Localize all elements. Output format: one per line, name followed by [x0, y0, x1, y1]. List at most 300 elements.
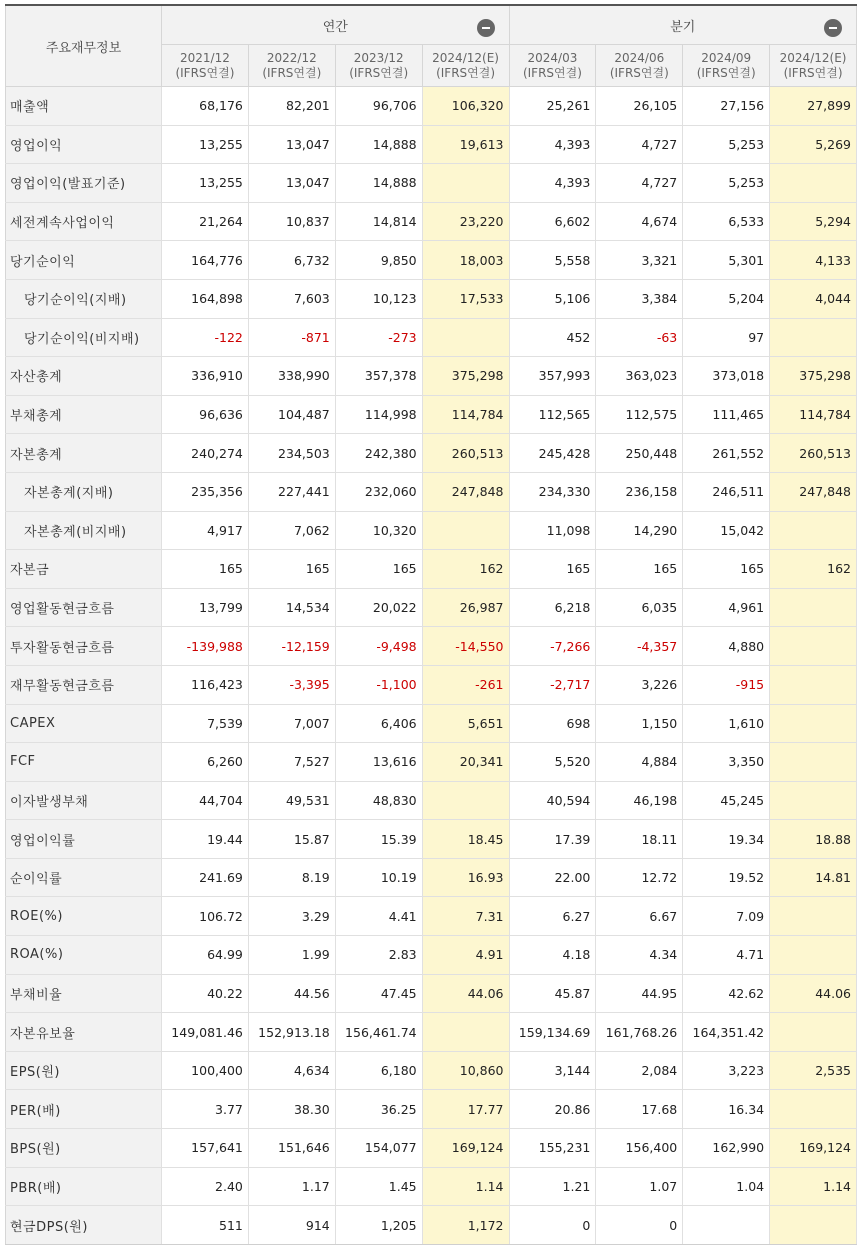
value-cell: 10,837 — [248, 202, 335, 241]
value-cell: 151,646 — [248, 1129, 335, 1168]
value-cell: 17.77 — [422, 1090, 509, 1129]
value-cell: 42.62 — [683, 974, 770, 1013]
value-cell: 5,651 — [422, 704, 509, 743]
value-cell — [770, 704, 857, 743]
value-cell: 14.81 — [770, 858, 857, 897]
value-cell: 4,634 — [248, 1051, 335, 1090]
period-type: (IFRS연결) — [349, 65, 409, 80]
value-cell: -7,266 — [509, 627, 596, 666]
value-cell: 4.34 — [596, 936, 683, 975]
value-cell: 15,042 — [683, 511, 770, 550]
value-cell: 373,018 — [683, 357, 770, 396]
value-cell: 247,848 — [422, 472, 509, 511]
value-cell: 235,356 — [162, 472, 249, 511]
value-cell: 1,205 — [335, 1206, 422, 1245]
value-cell: -915 — [683, 665, 770, 704]
value-cell: 13,616 — [335, 743, 422, 782]
value-cell: 165 — [509, 550, 596, 589]
value-cell: 4.41 — [335, 897, 422, 936]
value-cell: 64.99 — [162, 936, 249, 975]
value-cell: 47.45 — [335, 974, 422, 1013]
value-cell: -12,159 — [248, 627, 335, 666]
period-header — [422, 45, 509, 87]
row-label: FCF — [6, 743, 162, 782]
value-cell: 245,428 — [509, 434, 596, 473]
value-cell: 7,539 — [162, 704, 249, 743]
value-cell: 156,461.74 — [335, 1013, 422, 1052]
row-label: ROA(%) — [6, 936, 162, 975]
table-row — [6, 279, 857, 318]
value-cell: 157,641 — [162, 1129, 249, 1168]
row-label: 순이익률 — [6, 858, 162, 897]
value-cell: 4,393 — [509, 164, 596, 203]
value-cell: 6,533 — [683, 202, 770, 241]
value-cell: 6,035 — [596, 588, 683, 627]
collapse-quarter-icon[interactable] — [824, 19, 842, 37]
value-cell: 114,998 — [335, 395, 422, 434]
value-cell: 5,558 — [509, 241, 596, 280]
value-cell: 4,727 — [596, 125, 683, 164]
value-cell: 13,047 — [248, 125, 335, 164]
table-row — [6, 550, 857, 589]
table-row — [6, 665, 857, 704]
value-cell: -63 — [596, 318, 683, 357]
value-cell: 23,220 — [422, 202, 509, 241]
value-cell: 162,990 — [683, 1129, 770, 1168]
value-cell: 25,261 — [509, 87, 596, 126]
value-cell — [770, 781, 857, 820]
value-cell — [422, 511, 509, 550]
value-cell: 45,245 — [683, 781, 770, 820]
table-row — [6, 588, 857, 627]
value-cell: 165 — [248, 550, 335, 589]
value-cell: 236,158 — [596, 472, 683, 511]
value-cell — [770, 588, 857, 627]
value-cell: 0 — [596, 1206, 683, 1245]
row-label: 자본총계(지배) — [6, 472, 162, 511]
period-date: 2024/12(E) — [432, 50, 499, 65]
value-cell: 336,910 — [162, 357, 249, 396]
value-cell: 10,123 — [335, 279, 422, 318]
value-cell: 100,400 — [162, 1051, 249, 1090]
quarter-group-header — [509, 5, 857, 45]
value-cell: 154,077 — [335, 1129, 422, 1168]
value-cell: 232,060 — [335, 472, 422, 511]
value-cell: 44.06 — [770, 974, 857, 1013]
quarter-label: 분기 — [670, 20, 696, 35]
value-cell — [770, 164, 857, 203]
value-cell: 165 — [596, 550, 683, 589]
value-cell: 16.34 — [683, 1090, 770, 1129]
value-cell — [770, 665, 857, 704]
value-cell: 164,776 — [162, 241, 249, 280]
value-cell: 149,081.46 — [162, 1013, 249, 1052]
value-cell: 4,961 — [683, 588, 770, 627]
value-cell: 22.00 — [509, 858, 596, 897]
table-row — [6, 858, 857, 897]
row-label: 자본총계 — [6, 434, 162, 473]
value-cell: 44.06 — [422, 974, 509, 1013]
value-cell: 112,575 — [596, 395, 683, 434]
value-cell: 68,176 — [162, 87, 249, 126]
value-cell: 7,062 — [248, 511, 335, 550]
period-header — [596, 45, 683, 87]
table-row — [6, 704, 857, 743]
value-cell: 3.77 — [162, 1090, 249, 1129]
value-cell: 511 — [162, 1206, 249, 1245]
value-cell: 1.17 — [248, 1167, 335, 1206]
value-cell: 2,084 — [596, 1051, 683, 1090]
value-cell: -4,357 — [596, 627, 683, 666]
value-cell — [770, 743, 857, 782]
value-cell: 1.04 — [683, 1167, 770, 1206]
period-type: (IFRS연결) — [783, 65, 843, 80]
value-cell: 7,603 — [248, 279, 335, 318]
value-cell: 96,706 — [335, 87, 422, 126]
value-cell: 6.27 — [509, 897, 596, 936]
value-cell: 13,255 — [162, 164, 249, 203]
value-cell: 13,255 — [162, 125, 249, 164]
value-cell: 27,156 — [683, 87, 770, 126]
row-label: 이자발생부채 — [6, 781, 162, 820]
value-cell: 17.68 — [596, 1090, 683, 1129]
value-cell: 156,400 — [596, 1129, 683, 1168]
table-row — [6, 202, 857, 241]
value-cell: 8.19 — [248, 858, 335, 897]
table-row — [6, 125, 857, 164]
value-cell: 5,301 — [683, 241, 770, 280]
value-cell: 7.09 — [683, 897, 770, 936]
value-cell: 14,534 — [248, 588, 335, 627]
value-cell: 15.39 — [335, 820, 422, 859]
period-header — [770, 45, 857, 87]
value-cell: 4,133 — [770, 241, 857, 280]
value-cell: 165 — [335, 550, 422, 589]
value-cell: 3.29 — [248, 897, 335, 936]
table-row — [6, 627, 857, 666]
value-cell: 240,274 — [162, 434, 249, 473]
value-cell: 1.14 — [422, 1167, 509, 1206]
row-label: 당기순이익(지배) — [6, 279, 162, 318]
value-cell: 20,022 — [335, 588, 422, 627]
value-cell — [770, 1013, 857, 1052]
row-label: 영업활동현금흐름 — [6, 588, 162, 627]
value-cell: -139,988 — [162, 627, 249, 666]
value-cell: 1.14 — [770, 1167, 857, 1206]
value-cell: 3,350 — [683, 743, 770, 782]
table-row — [6, 897, 857, 936]
value-cell: 1.45 — [335, 1167, 422, 1206]
table-row — [6, 241, 857, 280]
value-cell: 6,218 — [509, 588, 596, 627]
row-label: 영업이익 — [6, 125, 162, 164]
value-cell: 13,799 — [162, 588, 249, 627]
row-label: CAPEX — [6, 704, 162, 743]
table-row — [6, 1013, 857, 1052]
value-cell: 5,253 — [683, 164, 770, 203]
period-date: 2024/12(E) — [779, 50, 847, 65]
value-cell: 40,594 — [509, 781, 596, 820]
value-cell: 112,565 — [509, 395, 596, 434]
value-cell: 6,260 — [162, 743, 249, 782]
annual-group-header — [162, 5, 510, 45]
period-date: 2023/12 — [353, 50, 404, 65]
value-cell: 45.87 — [509, 974, 596, 1013]
value-cell — [422, 781, 509, 820]
value-cell: 14,814 — [335, 202, 422, 241]
value-cell: 161,768.26 — [596, 1013, 683, 1052]
value-cell: 242,380 — [335, 434, 422, 473]
value-cell: 2.83 — [335, 936, 422, 975]
value-cell: 48,830 — [335, 781, 422, 820]
value-cell: 11,098 — [509, 511, 596, 550]
value-cell: 21,264 — [162, 202, 249, 241]
value-cell: 1,150 — [596, 704, 683, 743]
value-cell: 169,124 — [422, 1129, 509, 1168]
value-cell: 10,860 — [422, 1051, 509, 1090]
row-label: 자산총계 — [6, 357, 162, 396]
value-cell: 162 — [770, 550, 857, 589]
table-row — [6, 820, 857, 859]
row-label: 현금DPS(원) — [6, 1206, 162, 1245]
value-cell: 159,134.69 — [509, 1013, 596, 1052]
value-cell: 164,351.42 — [683, 1013, 770, 1052]
period-date: 2022/12 — [266, 50, 317, 65]
row-label: PBR(배) — [6, 1167, 162, 1206]
value-cell: 1.99 — [248, 936, 335, 975]
value-cell: -14,550 — [422, 627, 509, 666]
value-cell: 40.22 — [162, 974, 249, 1013]
value-cell — [770, 627, 857, 666]
period-date: 2024/03 — [527, 50, 578, 65]
value-cell: 49,531 — [248, 781, 335, 820]
table-row — [6, 434, 857, 473]
value-cell: 19.52 — [683, 858, 770, 897]
value-cell: 4,674 — [596, 202, 683, 241]
value-cell — [422, 318, 509, 357]
value-cell: 14,888 — [335, 125, 422, 164]
annual-label: 연간 — [322, 20, 348, 35]
value-cell: 375,298 — [770, 357, 857, 396]
period-type: (IFRS연결) — [175, 65, 235, 80]
value-cell: 155,231 — [509, 1129, 596, 1168]
value-cell: -871 — [248, 318, 335, 357]
period-date: 2024/09 — [701, 50, 752, 65]
value-cell: 357,378 — [335, 357, 422, 396]
value-cell: 5,294 — [770, 202, 857, 241]
value-cell: 5,269 — [770, 125, 857, 164]
value-cell: 246,511 — [683, 472, 770, 511]
value-cell: 19.44 — [162, 820, 249, 859]
value-cell: 241.69 — [162, 858, 249, 897]
row-label: 부채총계 — [6, 395, 162, 434]
value-cell: 162 — [422, 550, 509, 589]
value-cell: 234,503 — [248, 434, 335, 473]
table-row — [6, 164, 857, 203]
row-label: 부채비율 — [6, 974, 162, 1013]
value-cell: 6,180 — [335, 1051, 422, 1090]
value-cell: 20,341 — [422, 743, 509, 782]
value-cell: 114,784 — [422, 395, 509, 434]
value-cell: 1,172 — [422, 1206, 509, 1245]
table-row — [6, 1167, 857, 1206]
value-cell: 6.67 — [596, 897, 683, 936]
table-row — [6, 1129, 857, 1168]
row-label: 자본총계(비지배) — [6, 511, 162, 550]
row-label: 자본유보율 — [6, 1013, 162, 1052]
value-cell — [770, 511, 857, 550]
row-label: EPS(원) — [6, 1051, 162, 1090]
value-cell: 5,106 — [509, 279, 596, 318]
row-label: 자본금 — [6, 550, 162, 589]
value-cell: 7,007 — [248, 704, 335, 743]
financial-table — [5, 4, 857, 1245]
value-cell: 4,727 — [596, 164, 683, 203]
row-label: 세전계속사업이익 — [6, 202, 162, 241]
value-cell: 114,784 — [770, 395, 857, 434]
value-cell: -1,100 — [335, 665, 422, 704]
value-cell: 6,406 — [335, 704, 422, 743]
value-cell: 111,465 — [683, 395, 770, 434]
value-cell: 17.39 — [509, 820, 596, 859]
value-cell: -122 — [162, 318, 249, 357]
value-cell: 14,290 — [596, 511, 683, 550]
value-cell: 250,448 — [596, 434, 683, 473]
value-cell: 698 — [509, 704, 596, 743]
table-row — [6, 974, 857, 1013]
value-cell: 260,513 — [770, 434, 857, 473]
table-row — [6, 87, 857, 126]
period-type: (IFRS연결) — [696, 65, 756, 80]
value-cell: 7.31 — [422, 897, 509, 936]
value-cell: 19.34 — [683, 820, 770, 859]
value-cell — [422, 1013, 509, 1052]
value-cell: 363,023 — [596, 357, 683, 396]
collapse-annual-icon[interactable] — [477, 19, 495, 37]
value-cell: 6,732 — [248, 241, 335, 280]
value-cell: -9,498 — [335, 627, 422, 666]
value-cell: 10,320 — [335, 511, 422, 550]
period-date: 2021/12 — [180, 50, 230, 65]
value-cell: 0 — [509, 1206, 596, 1245]
period-header — [162, 45, 249, 87]
row-label: 당기순이익 — [6, 241, 162, 280]
value-cell: 5,204 — [683, 279, 770, 318]
value-cell: 15.87 — [248, 820, 335, 859]
row-label: ROE(%) — [6, 897, 162, 936]
table-row — [6, 357, 857, 396]
value-cell: 338,990 — [248, 357, 335, 396]
financial-summary-panel — [5, 4, 856, 1245]
value-cell: -261 — [422, 665, 509, 704]
value-cell: 106,320 — [422, 87, 509, 126]
value-cell: 97 — [683, 318, 770, 357]
value-cell: 5,253 — [683, 125, 770, 164]
value-cell: 5,520 — [509, 743, 596, 782]
value-cell: 116,423 — [162, 665, 249, 704]
value-cell: 3,226 — [596, 665, 683, 704]
value-cell: 18,003 — [422, 241, 509, 280]
row-label: 투자활동현금흐름 — [6, 627, 162, 666]
value-cell — [770, 318, 857, 357]
value-cell: 1.07 — [596, 1167, 683, 1206]
value-cell: 38.30 — [248, 1090, 335, 1129]
period-header — [509, 45, 596, 87]
row-label: 영업이익(발표기준) — [6, 164, 162, 203]
row-label: BPS(원) — [6, 1129, 162, 1168]
period-header — [335, 45, 422, 87]
value-cell — [770, 1090, 857, 1129]
value-cell: 106.72 — [162, 897, 249, 936]
row-label: 당기순이익(비지배) — [6, 318, 162, 357]
table-row — [6, 511, 857, 550]
value-cell: 261,552 — [683, 434, 770, 473]
value-cell — [770, 936, 857, 975]
value-cell: 165 — [683, 550, 770, 589]
value-cell: 36.25 — [335, 1090, 422, 1129]
row-label: 재무활동현금흐름 — [6, 665, 162, 704]
value-cell: 12.72 — [596, 858, 683, 897]
value-cell: 3,384 — [596, 279, 683, 318]
value-cell: 152,913.18 — [248, 1013, 335, 1052]
row-label: 영업이익률 — [6, 820, 162, 859]
value-cell: 18.88 — [770, 820, 857, 859]
value-cell: 260,513 — [422, 434, 509, 473]
value-cell: 13,047 — [248, 164, 335, 203]
value-cell: 9,850 — [335, 241, 422, 280]
value-cell: 3,321 — [596, 241, 683, 280]
table-row — [6, 781, 857, 820]
corner-header: 주요재무정보 — [6, 5, 162, 87]
value-cell: 4,917 — [162, 511, 249, 550]
period-type: (IFRS연결) — [609, 65, 669, 80]
period-date: 2024/06 — [614, 50, 665, 65]
row-label: PER(배) — [6, 1090, 162, 1129]
value-cell: -3,395 — [248, 665, 335, 704]
value-cell: 169,124 — [770, 1129, 857, 1168]
period-type: (IFRS연결) — [436, 65, 496, 80]
value-cell: 46,198 — [596, 781, 683, 820]
value-cell: 4.91 — [422, 936, 509, 975]
value-cell: 4,884 — [596, 743, 683, 782]
table-row — [6, 395, 857, 434]
value-cell: 44.95 — [596, 974, 683, 1013]
period-type: (IFRS연결) — [522, 65, 582, 80]
value-cell: 452 — [509, 318, 596, 357]
value-cell: -2,717 — [509, 665, 596, 704]
value-cell: 6,602 — [509, 202, 596, 241]
value-cell: 82,201 — [248, 87, 335, 126]
value-cell: 14,888 — [335, 164, 422, 203]
value-cell: 7,527 — [248, 743, 335, 782]
value-cell: 20.86 — [509, 1090, 596, 1129]
value-cell: 1,610 — [683, 704, 770, 743]
value-cell: 19,613 — [422, 125, 509, 164]
period-header — [683, 45, 770, 87]
value-cell: 18.45 — [422, 820, 509, 859]
value-cell: 3,223 — [683, 1051, 770, 1090]
row-label: 매출액 — [6, 87, 162, 126]
value-cell: 96,636 — [162, 395, 249, 434]
value-cell: 4.18 — [509, 936, 596, 975]
period-type: (IFRS연결) — [262, 65, 322, 80]
value-cell: 1.21 — [509, 1167, 596, 1206]
table-row — [6, 472, 857, 511]
value-cell: 44.56 — [248, 974, 335, 1013]
value-cell: 165 — [162, 550, 249, 589]
value-cell: 914 — [248, 1206, 335, 1245]
value-cell: 164,898 — [162, 279, 249, 318]
